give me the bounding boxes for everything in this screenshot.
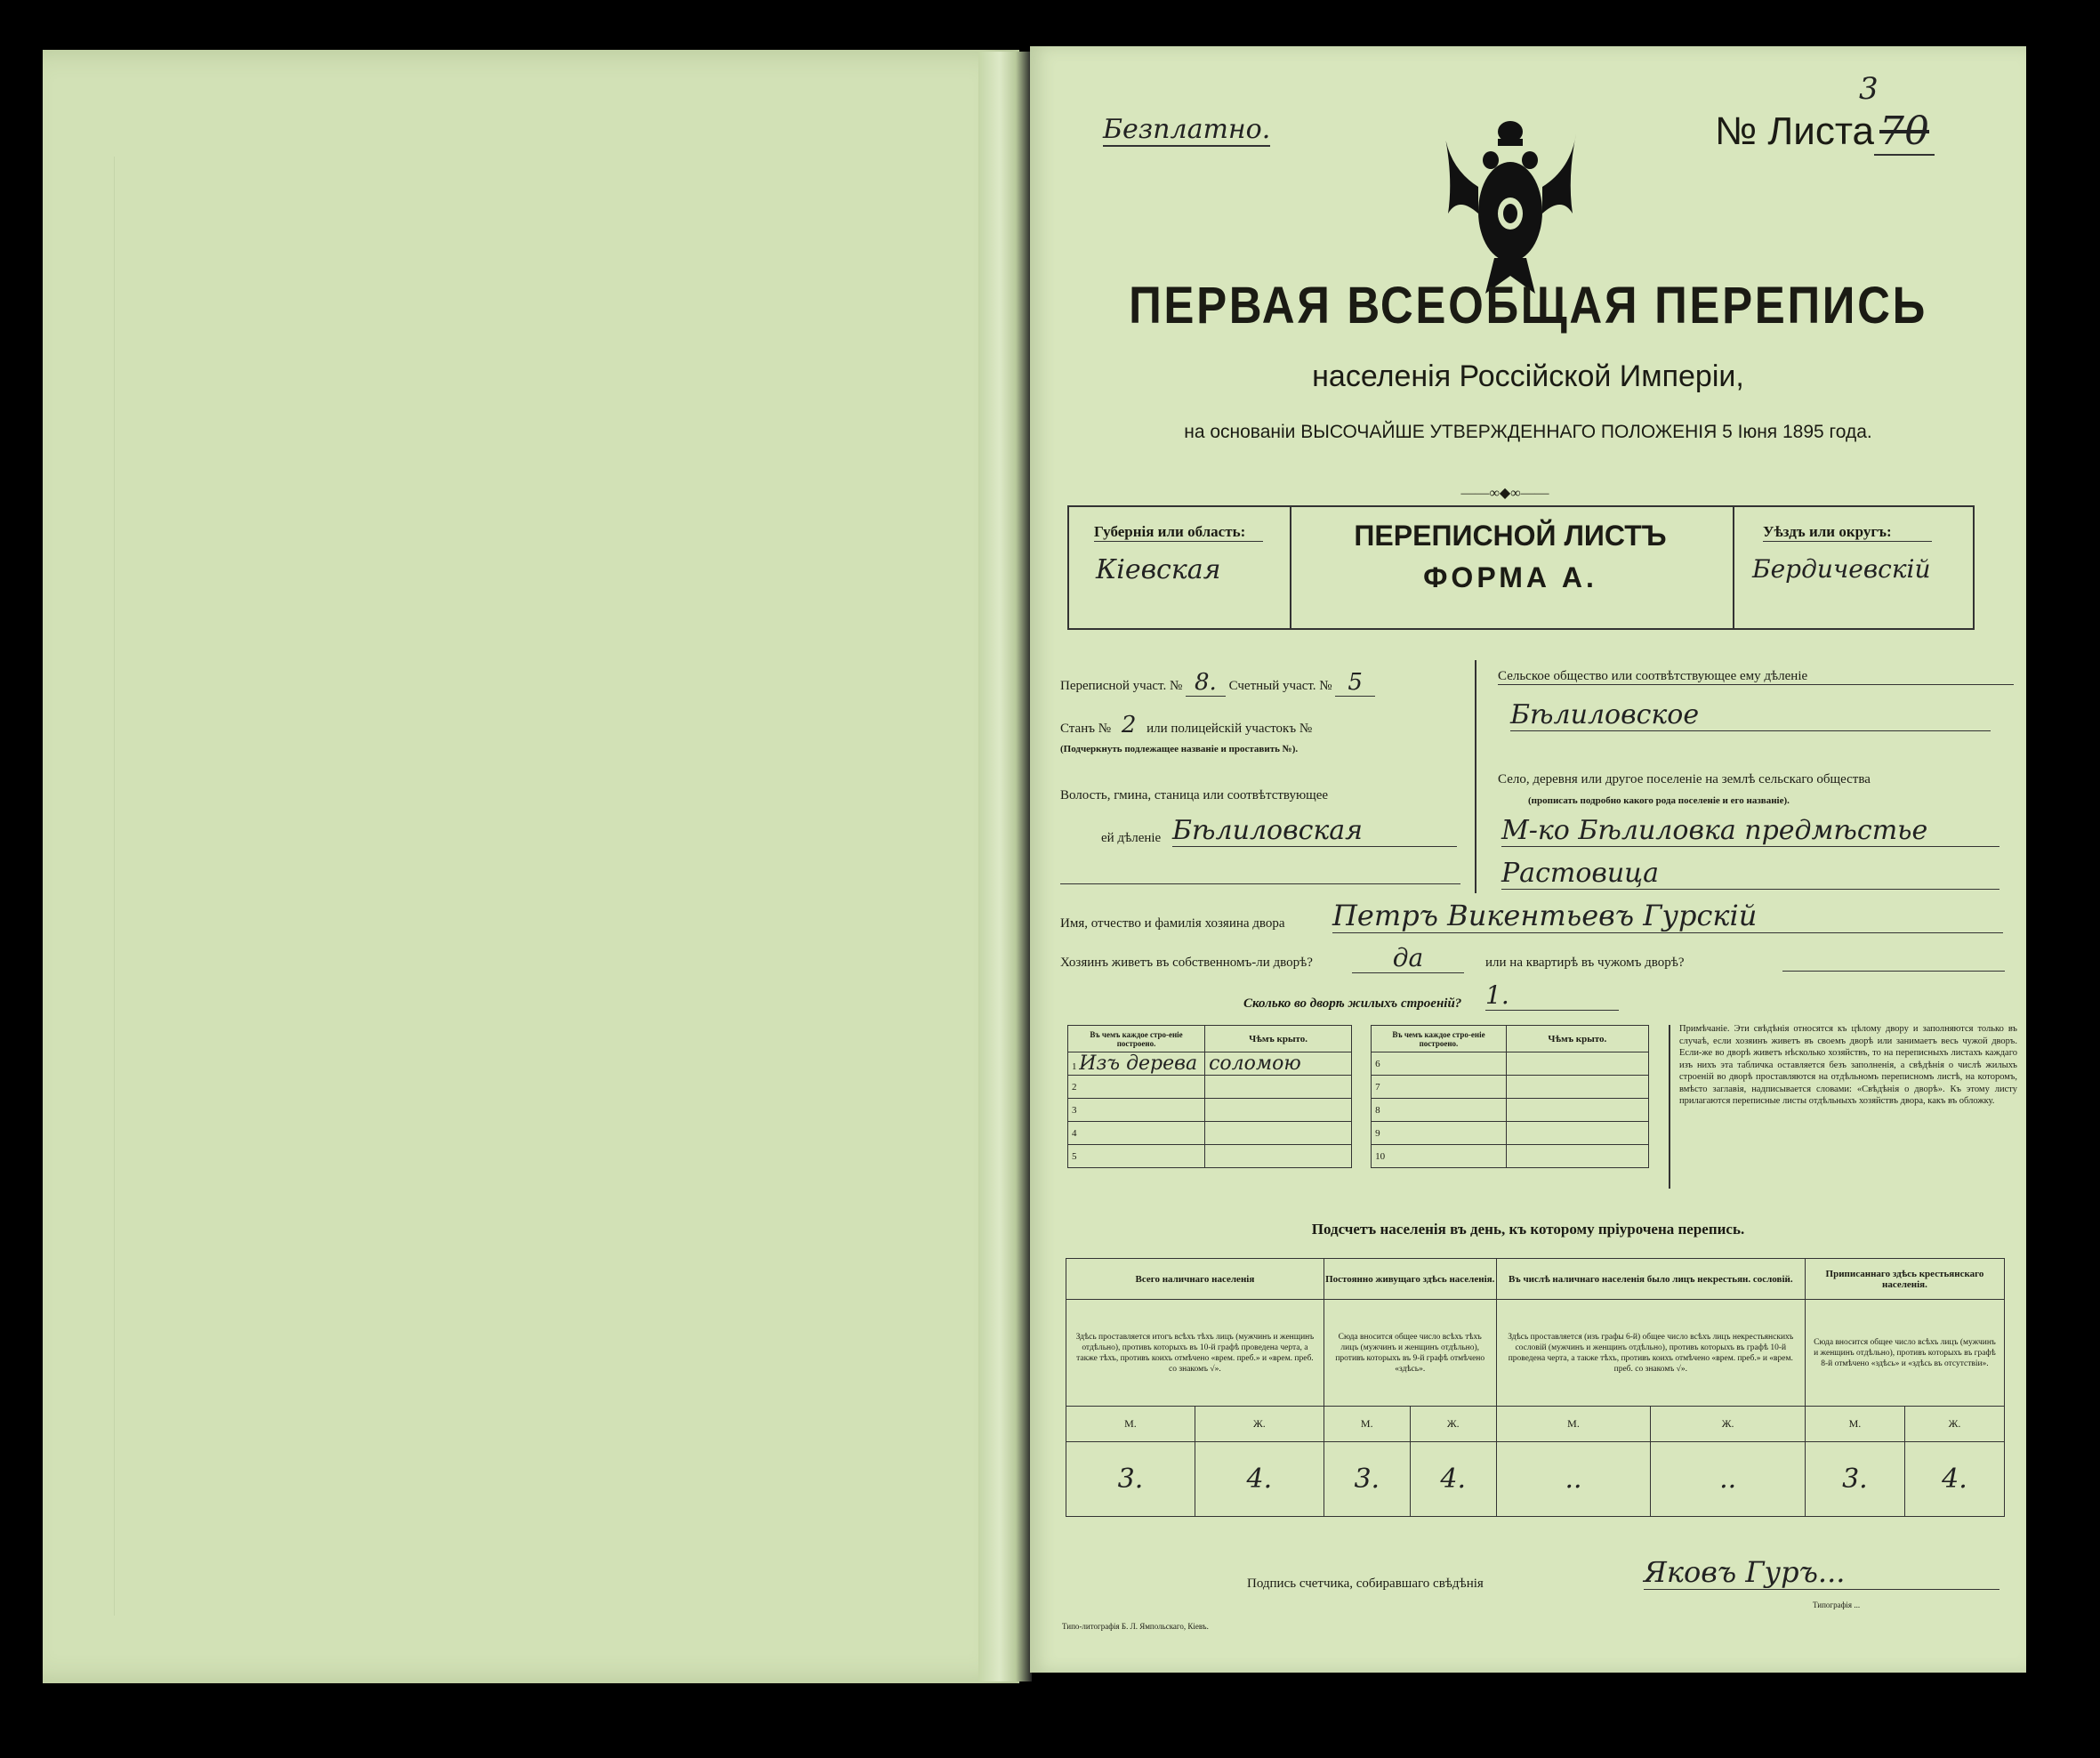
f-header: Ж.: [1651, 1407, 1806, 1442]
m-header: М.: [1496, 1407, 1651, 1442]
district-label: Уѣздъ или округъ:: [1763, 523, 1932, 542]
count-header-4: Приписаннаго здѣсь крестьянскаго населенія.: [1805, 1259, 2004, 1300]
count-desc-3: Здѣсь проставляется (изъ графы 6-й) общее число всѣхъ лицъ некрестьянскихъ сословій (мужчинъ и женщинъ отдѣльно), противъ которыхъ въ графѣ 10-й проведена черта, а также тѣхъ, противъ коихъ отмѣчено «врем. преб.» и «врем. преб. со знакомъ √».: [1496, 1300, 1805, 1407]
ornament-divider: ——∞◆∞——: [1460, 486, 1549, 501]
row-10: 10: [1372, 1145, 1507, 1168]
village-value-1: М-ко Бѣлиловка предмѣстье: [1501, 815, 1999, 847]
count-table: [1066, 1258, 2005, 1517]
census-area-value: 8.: [1186, 669, 1226, 697]
own-yard-label: Хозяинъ живетъ въ собственномъ-ли дворѣ?: [1060, 956, 1313, 970]
stan-value: 2: [1121, 712, 1137, 738]
count-value: 4.: [1410, 1442, 1496, 1517]
row-8: 8: [1372, 1099, 1507, 1122]
buildings-label: Сколько во дворѣ жилыхъ строеній?: [1243, 996, 1462, 1011]
table-row: [1068, 1076, 1649, 1099]
note-divider: [1669, 1025, 1670, 1189]
count-desc-4: Сюда вносится общее число всѣхъ лицъ (мужчинъ и женщинъ отдѣльно), противъ которыхъ въ графѣ 8-й отмѣчено «здѣсь» и «здѣсь въ отсутствіи».: [1805, 1300, 2004, 1407]
count-header-1: Всего наличнаго населенія: [1066, 1259, 1324, 1300]
count-desc-1: Здѣсь проставляется итогъ всѣхъ тѣхъ лицъ (мужчинъ и женщинъ отдѣльно), противъ которыхъ въ 10-й графѣ проведена черта, а также тѣхъ, противъ коихъ отмѣчено «врем. преб.» и «врем. преб. со знакомъ √».: [1066, 1300, 1324, 1407]
row-1-roof: соломою: [1205, 1052, 1352, 1076]
count-value: 4.: [1195, 1442, 1324, 1517]
count-title: Подсчетъ населенія въ день, къ которому пріурочена перепись.: [1311, 1221, 1745, 1238]
row-3: 3: [1068, 1099, 1205, 1122]
society-value: Бѣлиловское: [1510, 699, 1991, 731]
census-basis: на основаніи ВЫСОЧАЙШЕ УТВЕРЖДЕННАГО ПОЛОЖЕНІЯ 5 Іюня 1895 года.: [1184, 422, 1872, 442]
form-name: ФОРМА А.: [1423, 561, 1597, 593]
book-gutter: [978, 52, 1032, 1681]
volost-label-2: ей дѣленіе: [1101, 831, 1162, 845]
province-box: [1067, 505, 1291, 630]
count-value: 3.: [1066, 1442, 1195, 1517]
sheet-number: [1715, 109, 1935, 154]
col-roof-header-2: Чѣмъ крыто.: [1506, 1026, 1648, 1052]
table-row: [1068, 1145, 1649, 1168]
census-title: ПЕРВАЯ ВСЕОБЩАЯ ПЕРЕПИСЬ: [1129, 277, 1927, 335]
volost-value: Бѣлиловская: [1172, 815, 1457, 847]
row-6: 6: [1372, 1052, 1507, 1076]
census-subtitle: населенія Россійской Имперіи,: [1312, 359, 1744, 393]
village-label: Село, деревня или другое поселеніе на землѣ сельскаго общества: [1498, 772, 1871, 786]
area-row: [1060, 669, 1469, 696]
table-row: [1068, 1122, 1649, 1145]
m-header: М.: [1805, 1407, 1904, 1442]
m-header: М.: [1324, 1407, 1410, 1442]
buildings-grid: [1067, 1025, 1649, 1168]
owner-value: Петръ Викентьевъ Гурскій: [1332, 899, 2003, 933]
volost-label: Волость, гмина, станица или соотвѣтствующее: [1060, 788, 1329, 802]
census-area-label: Переписной участ. №: [1060, 679, 1183, 693]
row-1-built: Изъ дерева: [1079, 1052, 1198, 1075]
left-page-ghost-area: [114, 157, 986, 1616]
count-value: ..: [1496, 1442, 1651, 1517]
count-value: 3.: [1805, 1442, 1904, 1517]
count-header-2: Постоянно живущаго здѣсь населенія.: [1324, 1259, 1496, 1300]
m-header: М.: [1066, 1407, 1195, 1442]
count-value: ..: [1651, 1442, 1806, 1517]
table-row: 1 Изъ дерева соломою 6: [1068, 1052, 1649, 1076]
stan-note: (Подчеркнуть подлежащее названіе и проставить №).: [1060, 744, 1299, 754]
sheet-number-value: 70: [1874, 109, 1935, 156]
police-label: или полицейскій участокъ №: [1147, 722, 1313, 736]
sheet-title-box: [1288, 505, 1733, 630]
f-header: Ж.: [1410, 1407, 1496, 1442]
village-value-2: Растовица: [1501, 858, 1999, 890]
province-label: Губернія или область:: [1094, 523, 1263, 542]
buildings-value: 1.: [1485, 980, 1619, 1011]
col-built-header-2: Въ чемъ каждое стро-еніе построено.: [1372, 1026, 1507, 1052]
row-4: 4: [1068, 1122, 1205, 1145]
owner-label: Имя, отчество и фамилія хозяина двора: [1060, 916, 1285, 931]
left-page-blank: [43, 50, 1019, 1683]
signature-value: Яковъ Гуръ...: [1644, 1555, 1999, 1590]
count-value: 4.: [1904, 1442, 2004, 1517]
count-header-3: Въ числѣ наличнаго населенія было лицъ некрестьян. сословій.: [1496, 1259, 1805, 1300]
row-5: 5: [1068, 1145, 1205, 1168]
count-value: 3.: [1324, 1442, 1410, 1517]
printer-left: Типо-литографія Б. Л. Ямпольскаго, Кіевъ.: [1062, 1622, 1209, 1631]
census-form-page: [1030, 46, 2026, 1673]
volost-extra-line: [1060, 883, 1460, 884]
stan-row: [1060, 712, 1469, 738]
f-header: Ж.: [1904, 1407, 2004, 1442]
count-values-row: [1066, 1442, 2005, 1517]
free-label: Безплатно.: [1103, 114, 1271, 145]
table-row: [1068, 1099, 1649, 1122]
row-2: 2: [1068, 1076, 1205, 1099]
village-note: (прописать подробно какого рода поселеніе и его названіе).: [1528, 795, 1790, 806]
sheet-number-corrected: 3: [1859, 71, 1879, 107]
row-9: 9: [1372, 1122, 1507, 1145]
stan-label: Станъ №: [1060, 722, 1112, 736]
count-desc-2: Сюда вносится общее число всѣхъ тѣхъ лицъ (мужчинъ и женщинъ отдѣльно), противъ которыхъ въ 9-й графѣ отмѣчено «здѣсь».: [1324, 1300, 1496, 1407]
printer-right: Типографія ...: [1813, 1601, 1861, 1609]
district-box: [1733, 505, 1975, 630]
fields-divider: [1475, 660, 1476, 893]
rented-line: [1782, 970, 2005, 972]
sheet-title: ПЕРЕПИСНОЙ ЛИСТЪ: [1354, 520, 1667, 552]
col-built-header: Въ чемъ каждое стро-еніе построено.: [1068, 1026, 1205, 1052]
col-roof-header: Чѣмъ крыто.: [1205, 1026, 1352, 1052]
district-value: Бердичевскій: [1752, 554, 1931, 584]
row-7: 7: [1372, 1076, 1507, 1099]
f-header: Ж.: [1195, 1407, 1324, 1442]
province-value: Кіевская: [1096, 554, 1221, 585]
note-text: Примѣчаніе. Эти свѣдѣнія относятся къ цѣлому двору и заполняются только въ случаѣ, если хозяинъ живетъ въ своемъ дворѣ или занимаетъ весь чужой дворъ. Если-же во дворѣ живетъ нѣсколько хозяйствъ, то на переписныхъ листахъ каждаго изъ нихъ эта табличка оставляется безъ заполненія, а свѣдѣнія о числѣ жилыхъ строеній во дворѣ проставляются на отдѣльномъ переписномъ листѣ, на которомъ, вмѣсто заглавія, надписывается словами: «Свѣдѣнія о дворѣ». Къ этому листу прилагаются переписные листы отдѣльныхъ хозяйствъ двора, какъ въ обложку.: [1679, 1024, 2017, 1106]
count-area-value: 5: [1335, 669, 1375, 697]
buildings-table: [1067, 1025, 1649, 1168]
count-area-label: Счетный участ. №: [1228, 679, 1332, 693]
signature-label: Подпись счетчика, собиравшаго свѣдѣнія: [1247, 1577, 1484, 1591]
rented-label: или на квартирѣ въ чужомъ дворѣ?: [1485, 956, 1685, 970]
society-label: Сельское общество или соотвѣтствующее ему дѣленіе: [1498, 669, 2014, 685]
own-yard-value: да: [1352, 943, 1464, 973]
sheet-number-label: № Листа: [1715, 109, 1875, 153]
